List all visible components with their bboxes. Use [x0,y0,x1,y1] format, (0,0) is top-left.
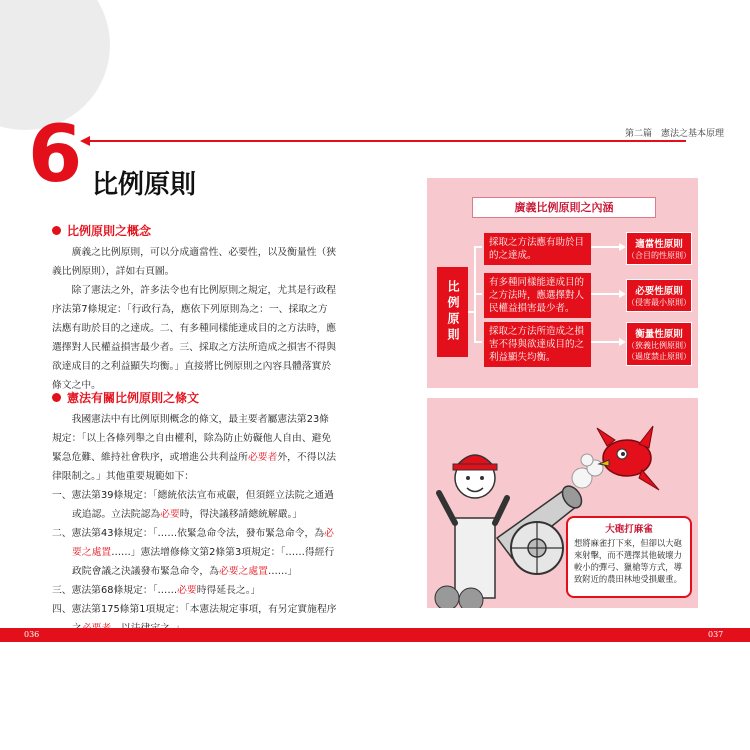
section-heading-label: 比例原則之概念 [67,224,152,238]
arrow-right-icon [619,338,626,346]
text-run: 四、憲法第175條第1項規定：「本憲法規定事項，有另定實施程序 [52,604,337,615]
result-title: 必要性原則 [635,286,683,297]
callout-title: 大砲打麻雀 [605,524,653,535]
running-head: 第二篇 憲法之基本原理 [625,129,725,139]
text-run: 時，得決議移請總統解嚴。」 [179,509,303,520]
text-run: 外，不得以法律限制之。」其他重要規範如下： [52,452,337,482]
text-run: 我國憲法中有比例原則概念的條文，最主要者屬憲法第23條規定：「以上各條列舉之自由權利，除為防止妨礙他人自由、避免緊急危難、維持社會秩序，或增進公共利益所 [52,414,332,463]
arrow-right-icon [619,243,626,251]
section-heading [52,389,337,406]
section-heading-label: 憲法有關比例原則之條文 [67,391,200,405]
list-item [52,486,337,524]
diagram-condition-box: 採取之方法應有助於目的之達成。 [484,233,591,265]
text-run: 三、憲法第68條規定：「…… [52,585,178,596]
diagram-result-box [626,322,692,366]
highlight-term: 必要 [160,509,180,520]
result-note: （侵害最小原則） [627,298,691,307]
person-icon [439,455,507,598]
highlight-term: 必要之處置 [218,566,268,577]
arrow-right-icon [619,290,626,298]
section-constitution-articles [52,389,337,638]
header-rule [86,140,686,142]
chapter-title: 比例原則 [92,170,197,200]
list-item [52,581,337,600]
diagram-title: 廣義比例原則之內涵 [472,197,656,218]
highlight-term: 必要者 [247,452,278,463]
text-run: ……」憲法增修條文第2條第3項規定：「……得經行政院會議之決議發布緊急命令，為 [72,547,335,577]
callout-box [566,516,692,598]
list-item [52,524,337,581]
paragraph [52,410,337,486]
result-note: （過度禁止原則） [627,352,691,361]
page-number-left: 036 [24,630,40,639]
diagram-condition-box: 有多種同樣能達成目的之方法時，應選擇對人民權益損害最少者。 [484,273,591,318]
section-concept [52,222,337,395]
bullet-icon [52,226,61,235]
connector-line [591,293,619,295]
highlight-term: 必要 [177,585,197,596]
page-number-right: 037 [708,630,724,639]
highlight-term: 必要之處置 [72,528,334,558]
connector-line [474,341,482,343]
text-run: ……」 [267,566,298,577]
callout-text: 想將麻雀打下來，但卻以大砲來射擊，而不選擇其他破壞力較小的彈弓、獵槍等方式，導致附近的農田林地受損嚴重。 [574,538,682,584]
text-run: 一、憲法第39條規定：「總統依法宣布戒嚴，但須經立法院之通過或追認。立法院認為 [52,490,334,520]
diagram-result-box [626,232,692,265]
paragraph: 廣義之比例原則，可以分成適當性、必要性，以及衡量性（狹義比例原則），詳如右頁圖。 [52,247,337,277]
sparrow-icon [597,426,659,490]
connector-line [591,341,619,343]
result-title: 適當性原則 [635,239,683,250]
result-title: 衡量性原則 [635,329,683,340]
connector-line [591,246,619,248]
diagram-condition-box: 採取之方法所造成之損害不得與欲達成目的之利益顯失均衡。 [484,322,591,367]
chapter-number: 6 [28,110,83,200]
paragraph: 除了憲法之外，許多法令也有比例原則之規定，尤其是行政程序法第7條規定：「行政行為，應依下列原則為之：一、採取之方法應有助於目的之達成。二、有多種同樣能達成目的之方法時，應選擇對人民權益損害最少者。三、採取之方法所造成之損害不得與欲達成目的之利益顯失均衡。」直接將比例原則之內容具體落實於條文之中。 [52,285,337,391]
bullet-icon [52,393,61,402]
text-run: 二、憲法第43條規定：「……依緊急命令法，發布緊急命令，為 [52,528,325,539]
diagram-result-box [626,279,692,312]
result-note: （合目的性原則） [627,251,691,260]
result-note: （狹義比例原則） [627,341,691,350]
connector-line [474,293,482,295]
connector-line [474,246,482,248]
diagram-root-label: 比例原則 [437,267,468,357]
text-run: 時得延長之。」 [196,585,261,596]
section-heading [52,222,337,239]
smoke-cloud-icon [572,454,603,488]
footer-bar [0,628,750,642]
